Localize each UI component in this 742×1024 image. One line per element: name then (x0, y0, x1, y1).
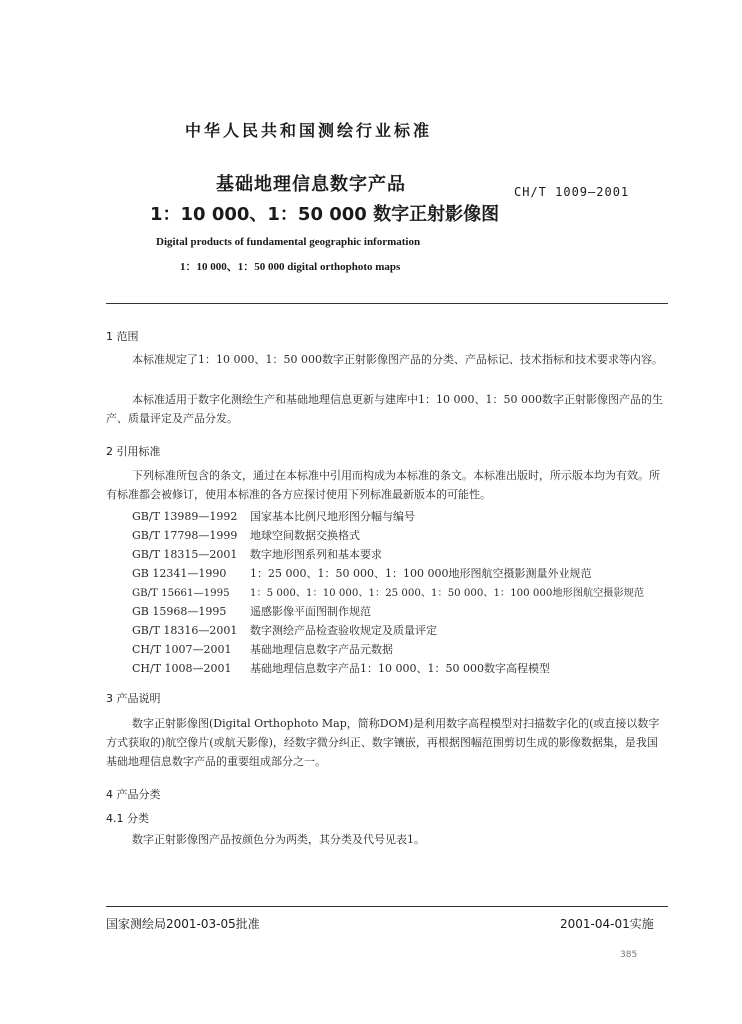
reference-title: 国家基本比例尺地形图分幅与编号 (250, 510, 415, 523)
reference-item (132, 527, 360, 543)
reference-item (132, 603, 371, 619)
reference-title: 1：5 000、1：10 000、1：25 000、1：50 000、1：100 000地形图航空摄影规范 (250, 588, 645, 599)
reference-title: 地球空间数据交换格式 (250, 529, 360, 542)
reference-title: 数字测绘产品检查验收规定及质量评定 (250, 624, 437, 637)
reference-title: 基础地理信息数字产品元数据 (250, 643, 393, 656)
reference-item (132, 546, 382, 562)
approval-date: 国家测绘局2001-03-05批准 (106, 917, 260, 931)
reference-code: CH/T 1008—2001 (132, 662, 232, 675)
reference-title: 遥感影像平面图制作规范 (250, 605, 371, 618)
implementation-date: 2001-04-01实施 (560, 917, 654, 931)
reference-code: GB/T 13989—1992 (132, 510, 238, 523)
industry-standard-label: 中华人民共和国测绘行业标准 (185, 121, 433, 140)
section-2-paragraph-1: 下列标准所包含的条文，通过在本标准中引用而构成为本标准的条文。本标准出版时，所示版本均为有效。所有标准都会被修订，使用本标准的各方应探讨使用下列标准最新版本的可能性。 (106, 469, 660, 501)
section-4-heading: 4 产品分类 (106, 788, 161, 801)
reference-code: GB/T 15661—1995 (132, 588, 230, 599)
reference-code: GB/T 17798—1999 (132, 529, 238, 542)
reference-item (132, 660, 550, 676)
section-1-heading: 1 范围 (106, 330, 139, 343)
reference-title: 1：25 000、1：50 000、1：100 000地形图航空摄影测量外业规范 (250, 567, 592, 580)
document-title-line2: 1：10 000、1：50 000 数字正射影像图 (150, 204, 500, 225)
section-4-1-heading: 4.1 分类 (106, 812, 149, 825)
section-1-paragraph-2: 本标准适用于数字化测绘生产和基础地理信息更新与建库中1：10 000、1：50 000数字正射影像图产品的生产、质量评定及产品分发。 (106, 393, 663, 425)
section-4-paragraph-1: 数字正射影像图产品按颜色分为两类，其分类及代号见表1。 (132, 833, 425, 846)
reference-title: 数字地形图系列和基本要求 (250, 548, 382, 561)
header-divider (106, 303, 668, 304)
section-3-heading: 3 产品说明 (106, 692, 161, 705)
reference-code: GB/T 18315—2001 (132, 548, 238, 561)
reference-item (132, 622, 437, 638)
english-title-line1: Digital products of fundamental geographic information (156, 236, 421, 248)
reference-code: GB 12341—1990 (132, 567, 227, 580)
section-2-heading: 2 引用标准 (106, 445, 161, 458)
reference-item (132, 565, 591, 581)
reference-code: GB/T 18316—2001 (132, 624, 238, 637)
reference-item (132, 641, 393, 657)
page-number: 385 (620, 950, 638, 960)
standard-code: CH/T 1009—2001 (514, 185, 630, 199)
footer-divider (106, 906, 668, 907)
document-title-line1: 基础地理信息数字产品 (216, 174, 406, 195)
reference-code: CH/T 1007—2001 (132, 643, 232, 656)
reference-code: GB 15968—1995 (132, 605, 227, 618)
reference-item (132, 508, 415, 524)
reference-item (132, 584, 644, 599)
english-title-line2: 1：10 000、1：50 000 digital orthophoto maps (180, 261, 401, 273)
section-3-paragraph-1: 数字正射影像图(Digital Orthophoto Map，简称DOM)是利用数字高程模型对扫描数字化的(或直接以数字方式获取的)航空像片(或航天影像)，经数字微分纠正、数字镶嵌，再根据图幅范围剪切生成的影像数据集，是我国基础地理信息数字产品的重要组成部分之一。 (106, 717, 660, 768)
reference-title: 基础地理信息数字产品1：10 000、1：50 000数字高程模型 (250, 662, 550, 675)
section-1-paragraph-1: 本标准规定了1：10 000、1：50 000数字正射影像图产品的分类、产品标记、技术指标和技术要求等内容。 (132, 353, 663, 366)
